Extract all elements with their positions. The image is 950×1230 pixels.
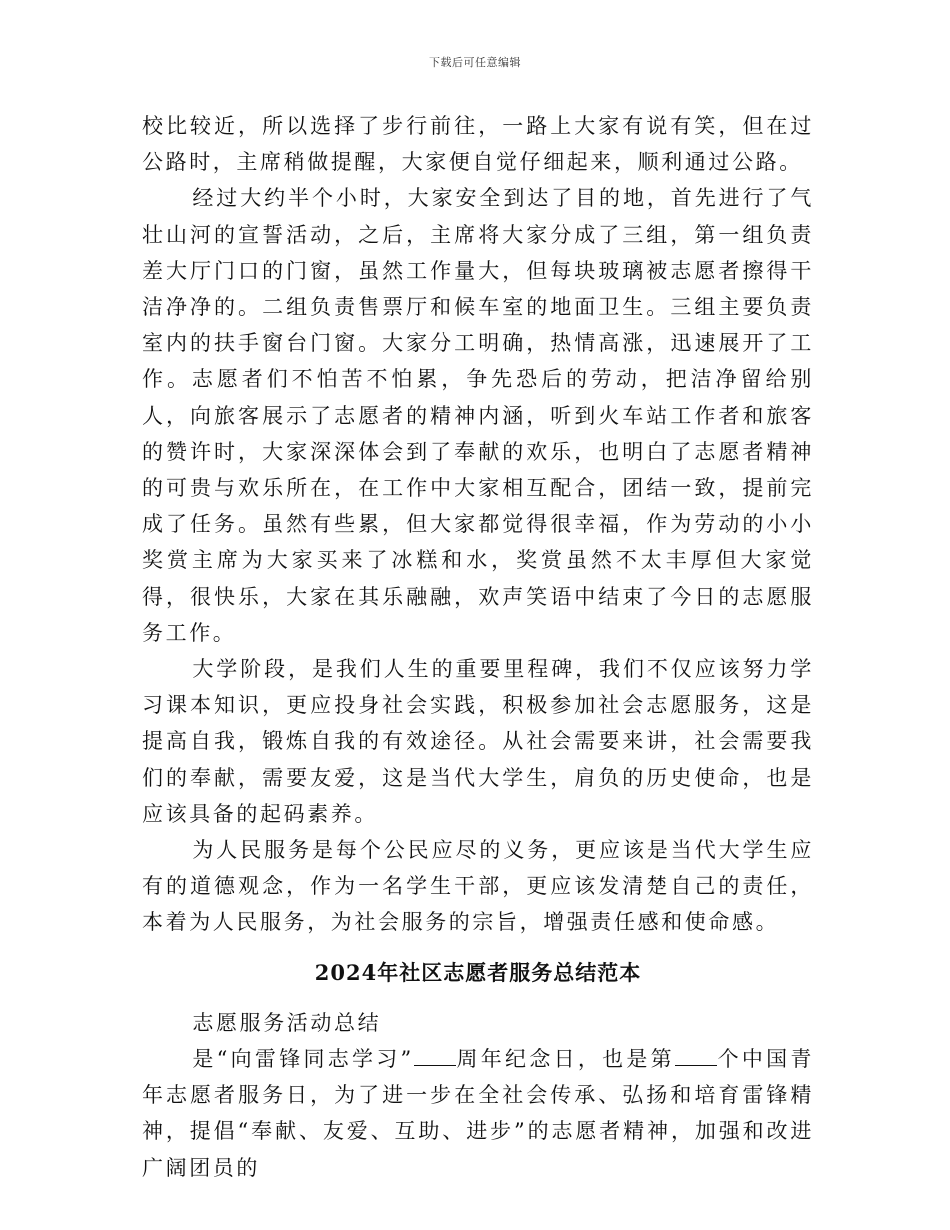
paragraph-continuation: 校比较近，所以选择了步行前往，一路上大家有说有笑，但在过公路时，主席稍做提醒，大家便自觉仔细起来，顺利通过公路。	[142, 114, 814, 175]
paragraph-activity-description: 经过大约半个小时，大家安全到达了目的地，首先进行了气壮山河的宣誓活动，之后，主席将大家分成了三组，第一组负责差大厅门口的门窗，虽然工作量大，但每块玻璃被志愿者擦得干洁净净的。二组负责售票厅和候车室的地面卫生。三组主要负责室内的扶手窗台门窗。大家分工明确，热情高涨，迅速展开了工作。志愿者们不怕苦不怕累，争先恐后的劳动，把洁净留给别人，向旅客展示了志愿者的精神内涵，听到火车站工作者和旅客的赞许时，大家深深体会到了奉献的欢乐，也明白了志愿者精神的可贵与欢乐所在，在工作中大家相互配合，团结一致，提前完成了任务。虽然有些累，但大家都觉得很幸福，作为劳动的小小奖赏主席为大家买来了冰糕和水，奖赏虽然不太丰厚但大家觉得，很快乐，大家在其乐融融，欢声笑语中结束了今日的志愿服务工作。	[142, 186, 814, 645]
document-body	[142, 108, 814, 1186]
paragraph-serve-people: 为人民服务是每个公民应尽的义务，更应该是当代大学生应有的道德观念，作为一名学生干部，更应该发清楚自己的责任，本着为人民服务，为社会服务的宗旨，增强责任感和使命感。	[142, 838, 814, 935]
lei-feng-text-part1: 是“向雷锋同志学习”	[192, 1047, 414, 1072]
header-note: 下载后可任意编辑	[429, 56, 521, 69]
fill-blank	[675, 1047, 717, 1066]
section-subtitle: 志愿服务活动总结	[192, 1010, 382, 1035]
lei-feng-text-part2: 周年纪念日，也是第	[455, 1047, 675, 1072]
lei-feng-text-part3: 个中国青年志愿者服务日，为了进一步在全社会传承、弘扬和培育雷锋精神，提倡“奉献、友爱、互助、进步”的志愿者精神，加强和改进广阔团员的	[142, 1047, 814, 1180]
paragraph-university-stage: 大学阶段，是我们人生的重要里程碑，我们不仅应该努力学习课本知识，更应投身社会实践，积极参加社会志愿服务，这是提高自我，锻炼自我的有效途径。从社会需要来讲，社会需要我们的奉献，需要友爱，这是当代大学生，肩负的历史使命，也是应该具备的起码素养。	[142, 657, 814, 826]
fill-blank	[414, 1047, 456, 1066]
section-title: 2024年社区志愿者服务总结范本	[314, 959, 642, 985]
paragraph-lei-feng	[142, 1041, 814, 1186]
